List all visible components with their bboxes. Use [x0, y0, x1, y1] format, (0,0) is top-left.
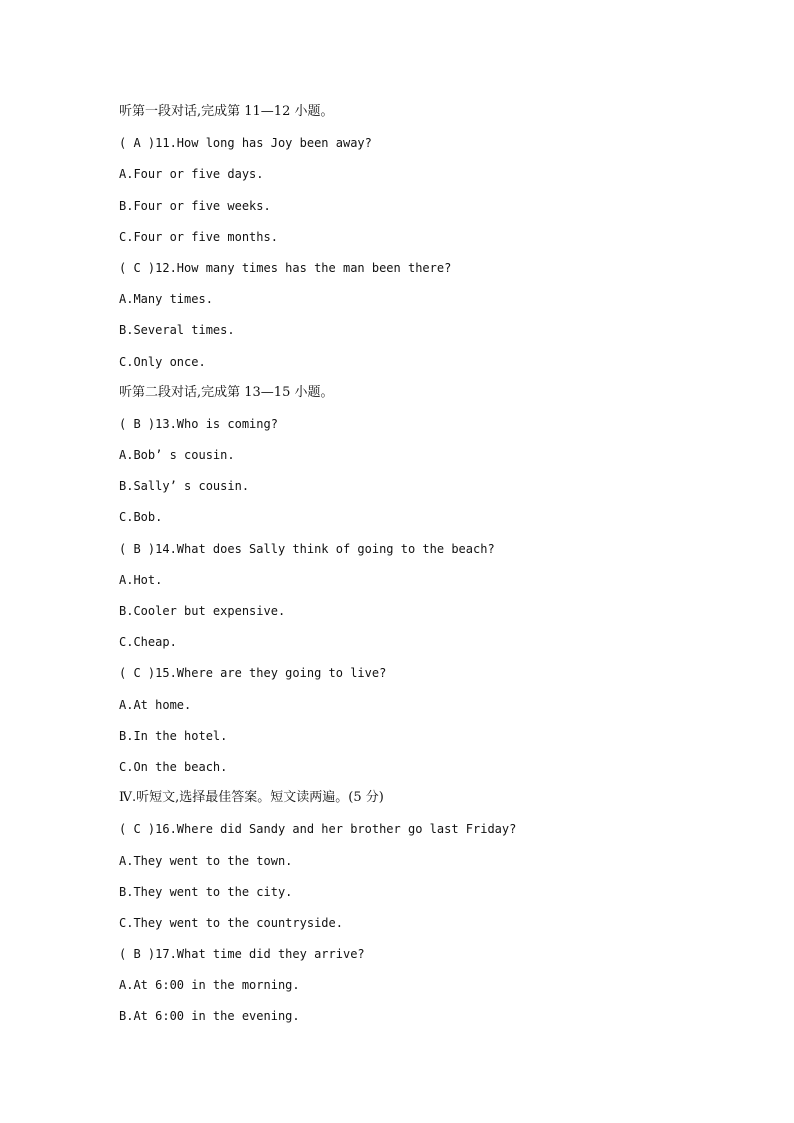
question-line: ( C )16.Where did Sandy and her brother go last Friday?	[119, 822, 517, 837]
document-page	[119, 102, 739, 1038]
section-heading: Ⅳ.听短文,选择最佳答案。短文读两遍。(5 分)	[119, 790, 384, 806]
option-line: A.At home.	[119, 697, 192, 712]
section-heading: 听第一段对话,完成第 11—12 小题。	[119, 104, 334, 119]
question-line: ( C )12.How many times has the man been there?	[119, 260, 452, 275]
option-line: B.At 6:00 in the evening.	[119, 1009, 300, 1024]
option-line: B.Several times.	[119, 323, 235, 338]
option-line: A.They went to the town.	[119, 853, 293, 868]
option-line: A.Bob’ s cousin.	[119, 448, 235, 463]
option-line: C.Four or five months.	[119, 229, 278, 244]
option-line: A.Four or five days.	[119, 167, 264, 182]
option-line: A.At 6:00 in the morning.	[119, 978, 300, 993]
option-line: B.They went to the city.	[119, 884, 293, 899]
question-line: ( A )11.How long has Joy been away?	[119, 136, 372, 151]
question-line: ( B )17.What time did they arrive?	[119, 947, 365, 962]
option-line: B.Cooler but expensive.	[119, 604, 286, 618]
question-line: ( C )15.Where are they going to live?	[119, 666, 387, 681]
option-line: C.On the beach.	[119, 759, 228, 774]
option-line: C.Only once.	[119, 354, 206, 369]
question-line: ( B )13.Who is coming?	[119, 416, 278, 431]
option-line: C.They went to the countryside.	[119, 915, 343, 930]
option-line: B.Sally’ s cousin.	[119, 479, 250, 494]
option-line: A.Many times.	[119, 292, 213, 307]
option-line: B.In the hotel.	[119, 728, 228, 743]
option-line: B.Four or five weeks.	[119, 198, 271, 213]
option-line: A.Hot.	[119, 572, 163, 587]
option-line: C.Cheap.	[119, 635, 177, 650]
section-heading: 听第二段对话,完成第 13—15 小题。	[119, 384, 334, 400]
question-line: ( B )14.What does Sally think of going to the beach?	[119, 541, 495, 556]
option-line: C.Bob.	[119, 510, 163, 525]
